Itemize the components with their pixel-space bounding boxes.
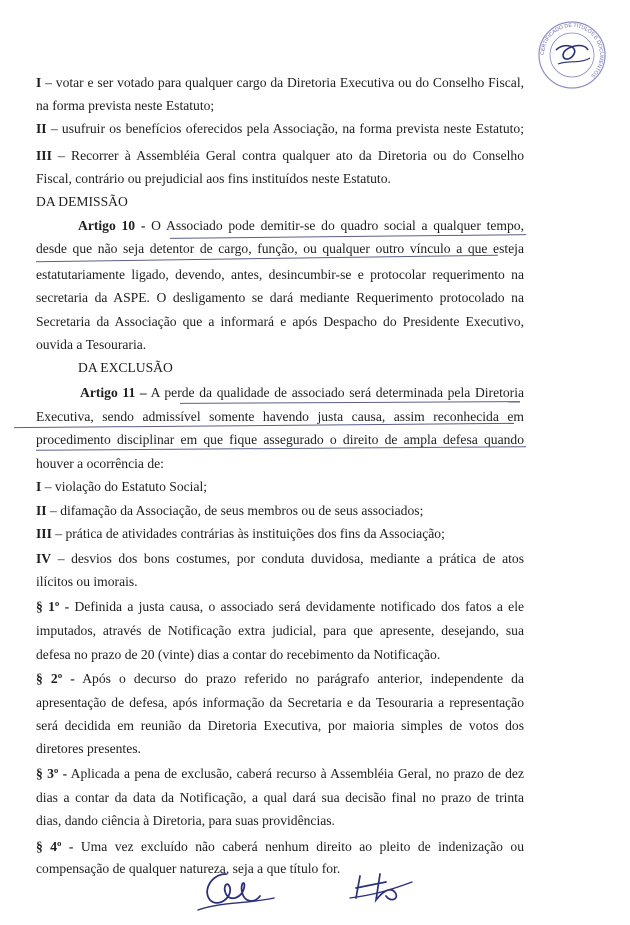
text-line: Executiva, sendo admissível somente havendo justa causa, assim reconhecida em bbox=[36, 409, 524, 424]
section-heading-exclusao: DA EXCLUSÃO bbox=[78, 360, 173, 375]
paragraph-1-line bbox=[36, 598, 524, 615]
text-line: diretores presentes. bbox=[36, 741, 141, 756]
text-line: dias a contar da data da Notificação, a qual dará sua decisão final no prazo de trinta bbox=[36, 790, 524, 805]
text-line: estatutariamente ligado, devendo, antes, desincumbir-se e protocolar requerimento na bbox=[36, 267, 524, 282]
paragraph-4-line bbox=[36, 838, 524, 855]
paragraph-label: § 2º - bbox=[36, 671, 75, 686]
line-violation-ii bbox=[36, 502, 524, 519]
text-line: procedimento disciplinar em que fique assegurado o direito de ampla defesa quando bbox=[36, 432, 524, 447]
line-text: – desvios dos bons costumes, por conduta duvidosa, mediante a prática de atos bbox=[51, 551, 524, 566]
section-heading-demissao: DA DEMISSÃO bbox=[36, 194, 128, 209]
inciso-label: IV bbox=[36, 551, 52, 566]
article-label: Artigo 11 – bbox=[80, 385, 147, 400]
text-line: secretaria da ASPE. O desligamento se dará mediante Requerimento protocolado na bbox=[36, 290, 524, 305]
line-text: – prática de atividades contrárias às instituições dos fins da Associação; bbox=[51, 526, 445, 541]
notary-stamp bbox=[534, 20, 610, 90]
line-text: Definida a justa causa, o associado será devidamente notificado dos fatos a ele bbox=[69, 599, 525, 614]
inciso-label: I bbox=[36, 479, 42, 494]
paragraph-2-line bbox=[36, 670, 524, 687]
inciso-label: II bbox=[36, 503, 47, 518]
article-11-line bbox=[80, 384, 524, 401]
line-violation-i bbox=[36, 478, 524, 495]
paragraph-label: § 4º - bbox=[36, 839, 74, 854]
text-line: dias, dando ciência à Diretoria, para suas providências. bbox=[36, 813, 335, 828]
paragraph-3-line bbox=[36, 765, 524, 782]
line-violation-iii bbox=[36, 525, 524, 542]
inciso-label: I bbox=[36, 75, 42, 90]
inciso-label: III bbox=[36, 526, 52, 541]
text-line: defesa no prazo de 20 (vinte) dias a contar do recebimento da Notificação. bbox=[36, 647, 441, 662]
line-inciso-ii bbox=[36, 120, 524, 137]
text-line: apresentação de defesa, após informação da Secretaria e da Tesouraria a representação bbox=[36, 695, 524, 710]
text-line: Secretaria da Associação que a informará e após Despacho do Presidente Executivo, bbox=[36, 314, 524, 329]
signature-left bbox=[196, 868, 278, 914]
handwritten-underline bbox=[170, 234, 526, 239]
stamp-text: CERTIFICADO DE TÍTULOS E DOCUMENTOS bbox=[539, 22, 605, 79]
text-line: ilícitos ou imorais. bbox=[36, 574, 138, 589]
handwritten-underline bbox=[180, 401, 520, 404]
inciso-label: II bbox=[36, 121, 47, 136]
line-text: Após o decurso do prazo referido no parágrafo anterior, independente da bbox=[74, 671, 525, 686]
line-violation-iv bbox=[36, 550, 524, 567]
line-text: A perde da qualidade de associado será determinada pela Diretoria bbox=[146, 385, 525, 400]
line-inciso-iii bbox=[36, 147, 524, 164]
line-text: Uma vez excluído não caberá nenhum direito ao pleito de indenização ou bbox=[73, 839, 524, 854]
text-line: desde que não seja detentor de cargo, função, ou qualquer outro vínculo a que esteja bbox=[36, 241, 524, 256]
text-line: Fiscal, contrário ou prejudicial aos fins instituídos neste Estatuto. bbox=[36, 171, 391, 186]
line-text: – difamação da Associação, de seus membros ou de seus associados; bbox=[46, 503, 424, 518]
article-10-line bbox=[78, 217, 524, 234]
paragraph-label: § 3º - bbox=[36, 766, 68, 781]
line-text: – violação do Estatuto Social; bbox=[41, 479, 208, 494]
text-line: houver a ocorrência de: bbox=[36, 456, 164, 471]
line-text: – Recorrer à Assembléia Geral contra qualquer ato da Diretoria ou do Conselho bbox=[51, 148, 524, 163]
signature-right bbox=[346, 868, 416, 908]
text-line: compensação de qualquer natureza, seja a que título for. bbox=[36, 861, 341, 876]
text-line: na forma prevista neste Estatuto; bbox=[36, 98, 215, 113]
text-line: ouvida a Tesouraria. bbox=[36, 337, 147, 352]
line-text: – votar e ser votado para qualquer cargo da Diretoria Executiva ou do Conselho Fiscal, bbox=[41, 75, 524, 90]
inciso-label: III bbox=[36, 148, 52, 163]
paragraph-label: § 1º - bbox=[36, 599, 70, 614]
line-text: O Associado pode demitir-se do quadro social a qualquer tempo, bbox=[145, 218, 525, 233]
article-label: Artigo 10 - bbox=[78, 218, 146, 233]
line-inciso-i bbox=[36, 74, 524, 91]
text-line: será decidida em reunião da Diretoria Executiva, por maioria simples de votos dos bbox=[36, 718, 524, 733]
line-text: – usufruir os benefícios oferecidos pela Associação, na forma prevista neste Estatuto; bbox=[46, 121, 524, 136]
line-text: Aplicada a pena de exclusão, caberá recurso à Assembléia Geral, no prazo de dez bbox=[67, 766, 524, 781]
text-line: imputados, através de Notificação extra judicial, para que apresente, desejando, sua bbox=[36, 623, 524, 638]
